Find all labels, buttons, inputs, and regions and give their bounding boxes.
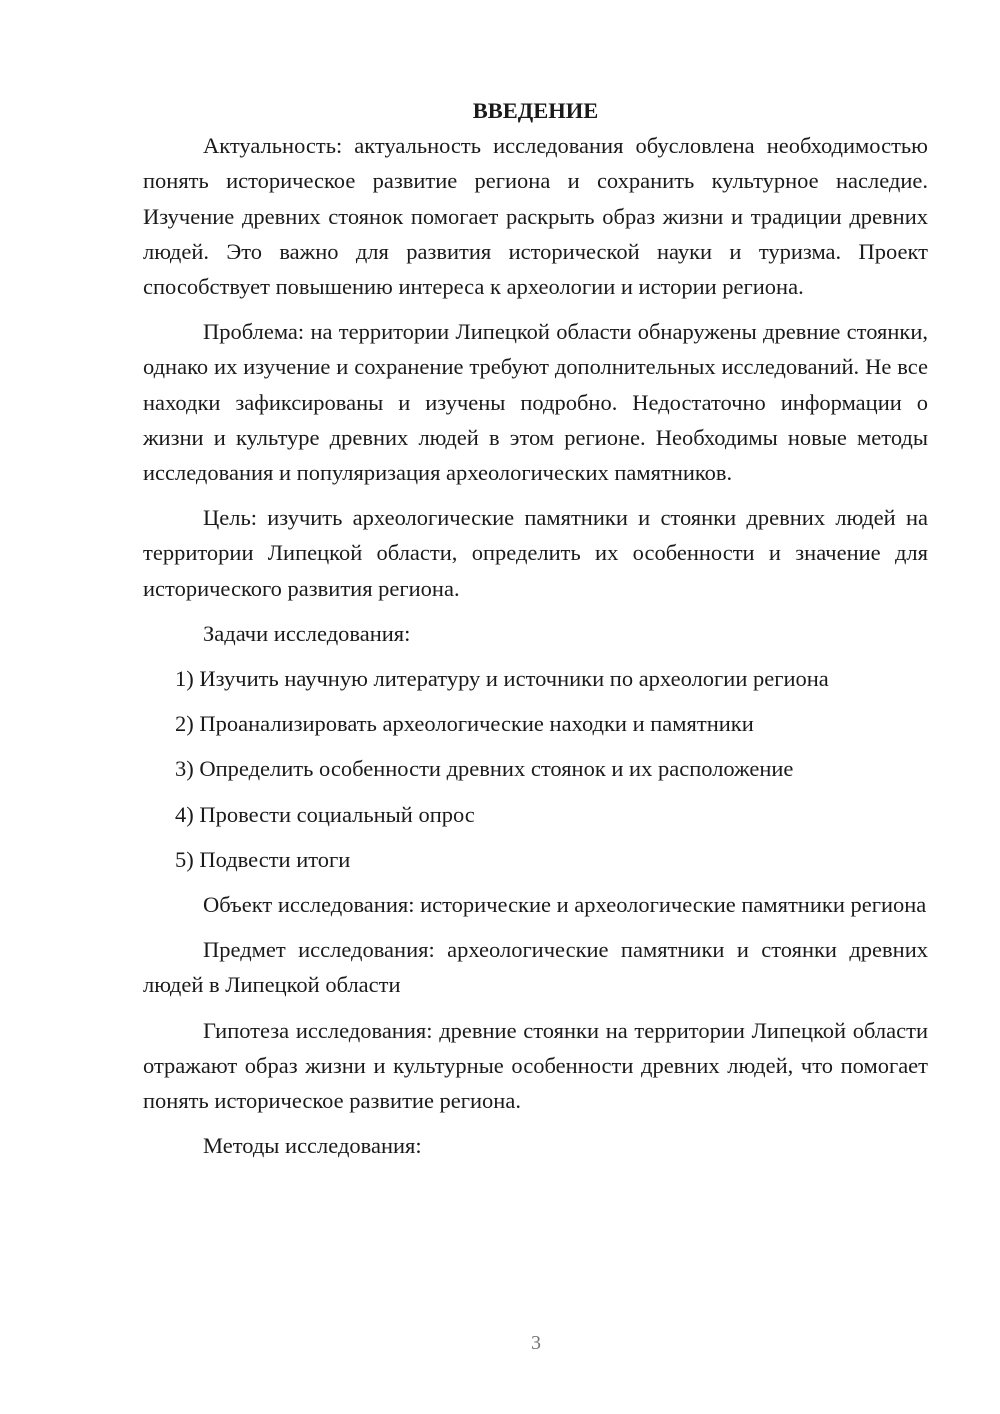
hypothesis-paragraph: Гипотеза исследования: древние стоянки на территории Липецкой области отражают образ жизни и культурные особенности древних людей, что помогает понять историческое развитие региона.	[143, 1017, 928, 1114]
object-paragraph: Объект исследования: исторические и археологические памятники региона	[203, 892, 927, 918]
page-content	[143, 93, 928, 1173]
problem-paragraph: Проблема: на территории Липецкой области обнаружены древние стоянки, однако их изучение и сохранение требуют дополнительных исследований. Не все находки зафиксированы и изучены подробно. Недостаточно информации о жизни и культуре древних людей в этом регионе. Необходимы новые методы исследования и популяризация археологических памятников.	[143, 319, 928, 486]
subject-paragraph: Предмет исследования: археологические памятники и стоянки древних людей в Липецкой области	[143, 937, 928, 998]
list-item: 5) Подвести итоги	[175, 846, 351, 872]
goal-paragraph: Цель: изучить археологические памятники и стоянки древних людей на территории Липецкой области, определить их особенности и значение для исторического развития региона.	[143, 505, 928, 601]
page-number: 3	[531, 1332, 541, 1354]
relevance-paragraph: Актуальность: актуальность исследования обусловлена необходимостью понять историческое развитие региона и сохранить культурное наследие. Изучение древних стоянок помогает раскрыть образ жизни и традиции древних людей. Это важно для развития исторической науки и туризма. Проект способствует повышению интереса к археологии и истории региона.	[143, 133, 928, 300]
list-item: 1) Изучить научную литературу и источники по археологии региона	[175, 666, 829, 692]
list-item: 3) Определить особенности древних стоянок и их расположение	[175, 756, 794, 782]
list-item: 2) Проанализировать археологические находки и памятники	[175, 711, 754, 737]
list-item: 4) Провести социальный опрос	[175, 801, 475, 827]
tasks-list	[143, 661, 928, 877]
methods-heading: Методы исследования:	[203, 1133, 422, 1159]
tasks-heading: Задачи исследования:	[203, 620, 411, 646]
section-title: ВВЕДЕНИЕ	[472, 98, 599, 123]
